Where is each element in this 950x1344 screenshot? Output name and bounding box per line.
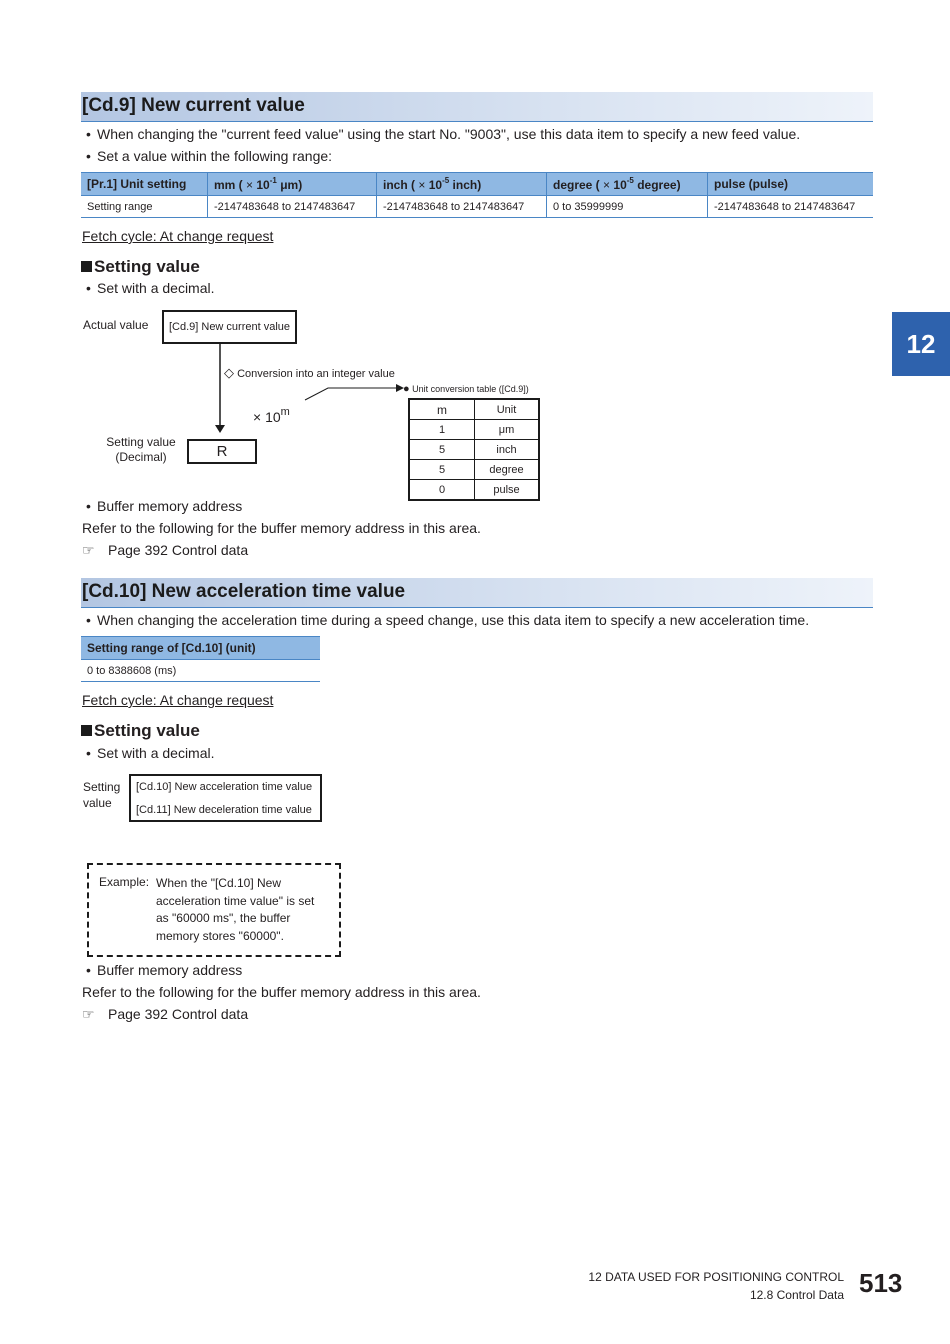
actual-value-label: Actual value <box>83 318 149 332</box>
table-cell: -2147483648 to 2147483647 <box>708 196 874 218</box>
fetch-cycle: Fetch cycle: At change request <box>82 228 274 244</box>
bullet-item: • Buffer memory address <box>86 498 243 514</box>
unit-conversion-table <box>408 398 540 501</box>
setting-range-table <box>81 172 873 218</box>
section-header-cd9 <box>81 92 873 122</box>
table-header-cell: Unit <box>475 399 540 420</box>
bullet-item: • Buffer memory address <box>86 962 243 978</box>
section-header-cd10 <box>81 578 873 608</box>
bullet-item: • Set with a decimal. <box>86 280 215 296</box>
unit-conversion-caption: ● Unit conversion table ([Cd.9]) <box>403 383 529 395</box>
page-number: 513 <box>859 1268 903 1298</box>
multiplier: × $10^m$ <box>253 406 290 425</box>
table-row: 5 degree <box>409 460 539 480</box>
conversion-arrows <box>200 340 430 440</box>
table-cell: Setting range <box>81 196 208 218</box>
table-header-cell: degree ( × $10^{-5}$ degree) <box>547 173 708 196</box>
setting-value-box: R <box>187 439 257 464</box>
setting-value-heading: Setting value <box>81 721 200 741</box>
table-row <box>81 196 873 218</box>
page-reference[interactable]: ☞ Page 392 Control data <box>82 1006 249 1022</box>
footer-text <box>588 1268 844 1304</box>
bullet-item: • Set a value within the following range: <box>86 148 333 164</box>
table-row: 0 pulse <box>409 480 539 501</box>
filled-circle-icon: ● <box>403 383 410 395</box>
bullet-item: • When changing the "current feed value" using the start No. "9003", use this data item to specify a new feed value. <box>86 126 801 142</box>
table-cell: 0 to 35999999 <box>547 196 708 218</box>
table-header-cell: m <box>409 399 475 420</box>
table-row: 5 inch <box>409 440 539 460</box>
table-header-cell: inch ( × $10^{-5}$ inch) <box>377 173 547 196</box>
table-header-cell: pulse (pulse) <box>708 173 874 196</box>
diamond-icon: ◇ <box>224 365 234 380</box>
table-row: 1 μm <box>409 420 539 440</box>
table-header-row <box>409 399 539 420</box>
setting-value-heading: Setting value <box>81 257 200 277</box>
table-row <box>81 660 320 682</box>
refer-text: Refer to the following for the buffer memory address in this area. <box>82 984 481 1000</box>
table-header-row <box>81 637 320 660</box>
square-bullet-icon <box>81 261 92 272</box>
cd9-current-value-box: [Cd.9] New current value <box>162 310 297 344</box>
table-cell: -2147483648 to 2147483647 <box>377 196 547 218</box>
fetch-cycle: Fetch cycle: At change request <box>82 692 274 708</box>
section-title: [Cd.10] New acceleration time value <box>82 581 406 602</box>
table-header-cell: Setting range of [Cd.10] (unit) <box>81 637 320 660</box>
setting-value-label: Setting value (Decimal) <box>106 435 176 464</box>
page-reference[interactable]: ☞ Page 392 Control data <box>82 542 249 558</box>
example-box: Example: When the "[Cd.10] New acceleration time value" is set as "60000 ms", the buffer memory stores "60000". <box>87 863 341 957</box>
bullet-item: • Set with a decimal. <box>86 745 215 761</box>
refer-text: Refer to the following for the buffer memory address in this area. <box>82 520 481 536</box>
table-cell: -2147483648 to 2147483647 <box>208 196 377 218</box>
acceleration-value-box: [Cd.10] New acceleration time value [Cd.11] New deceleration time value <box>129 774 322 822</box>
conversion-label: ◇ Conversion into an integer value <box>224 365 395 380</box>
pointing-hand-icon: ☞ <box>82 542 95 558</box>
table-header-cell: mm ( × $10^{-1}$ μm) <box>208 173 377 196</box>
square-bullet-icon <box>81 725 92 736</box>
footer-section: 12.8 Control Data <box>749 1288 844 1302</box>
table-header-cell: [Pr.1] Unit setting <box>81 173 208 196</box>
setting-range-table <box>81 636 320 682</box>
setting-value-label: Setting value <box>83 780 121 810</box>
table-header-row <box>81 173 873 196</box>
footer-chapter: 12 DATA USED FOR POSITIONING CONTROL <box>588 1270 844 1284</box>
table-cell: 0 to 8388608 (ms) <box>81 660 320 682</box>
bullet-item: • When changing the acceleration time during a speed change, use this data item to specify a new acceleration time. <box>86 612 810 628</box>
chapter-tab[interactable]: 12 <box>892 312 950 376</box>
section-title: [Cd.9] New current value <box>82 95 305 116</box>
pointing-hand-icon: ☞ <box>82 1006 95 1022</box>
